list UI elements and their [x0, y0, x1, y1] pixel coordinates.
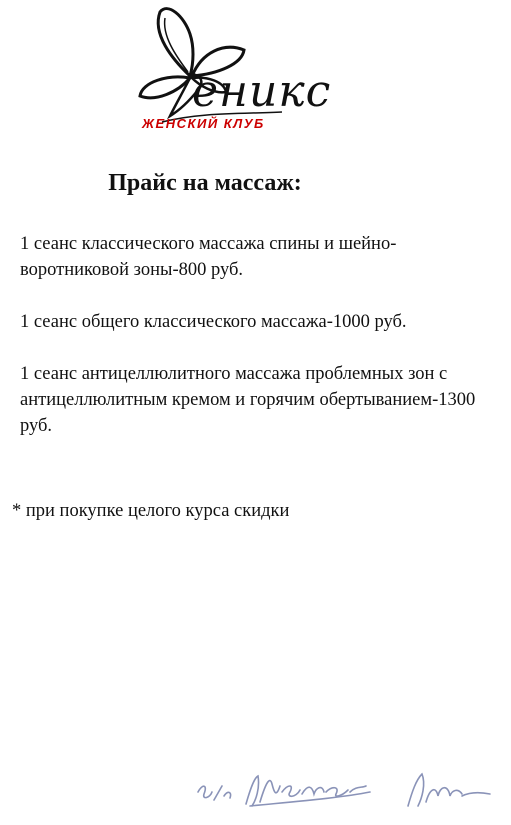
page-title: Прайс на массаж:: [108, 170, 302, 196]
handwritten-signature: [190, 762, 500, 820]
price-item: 1 сеанс классического массажа спины и шейно-воротниковой зоны-800 руб.: [20, 234, 397, 280]
logo-sub-text: ЖЕНСКИЙ КЛУБ: [142, 116, 265, 131]
price-item: 1 сеанс общего классического массажа-1000 руб.: [20, 312, 407, 332]
discount-footnote: * при покупке целого курса скидки: [12, 501, 290, 521]
logo-brand-text: еникс: [192, 66, 332, 117]
signature-icon: [190, 762, 500, 820]
price-item: 1 сеанс антицеллюлитного массажа проблемных зон с антицеллюлитным кремом и горячим обертыванием-1300 руб.: [20, 364, 476, 436]
price-list: [20, 231, 505, 465]
club-logo: [132, 4, 332, 136]
